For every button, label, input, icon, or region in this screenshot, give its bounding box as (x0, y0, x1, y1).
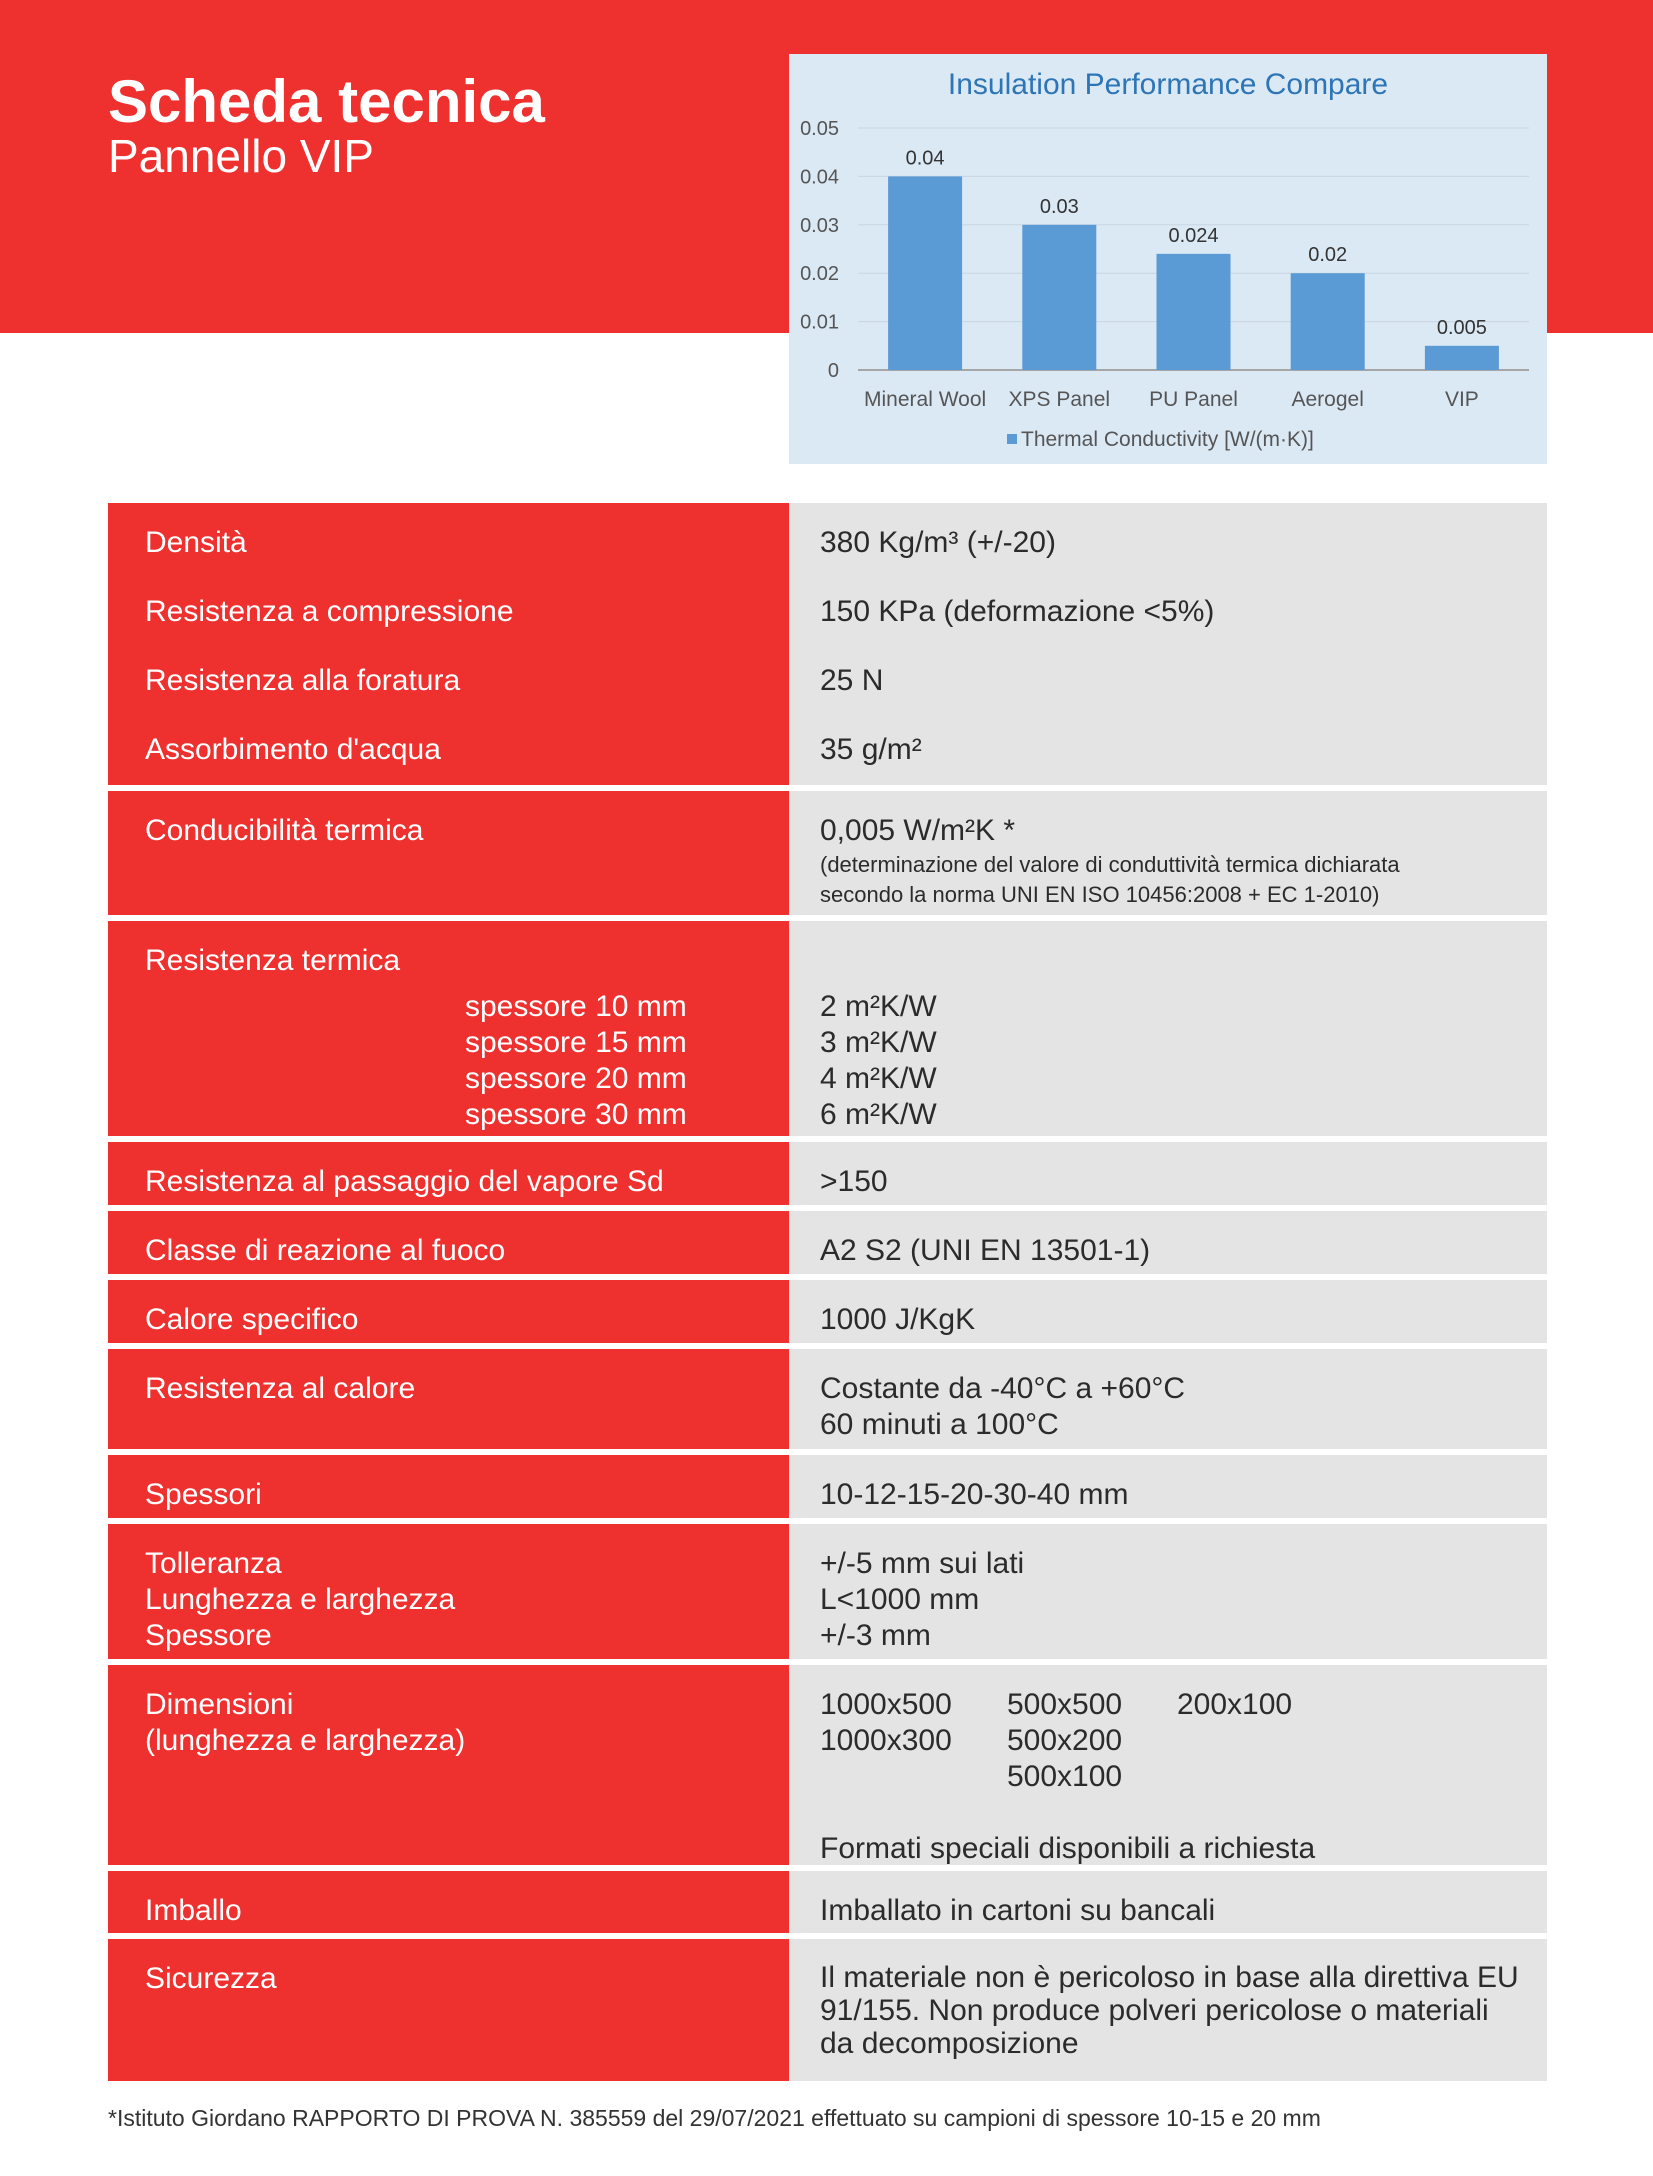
chart-data-label: 0.03 (1039, 195, 1079, 218)
chart-category-label: PU Panel (1149, 388, 1238, 411)
spec-row-tolleranza (108, 1524, 1547, 1659)
spec-label: Densità (108, 503, 789, 572)
spec-label: Resistenza a compressione (108, 572, 789, 641)
spec-value: 1000 J/KgK (789, 1280, 1547, 1343)
chart-y-tick-label: 0.01 (800, 311, 839, 334)
insulation-chart (789, 54, 1547, 464)
spec-row-vapore (108, 1142, 1547, 1205)
thermal-resistance-value: 2 m²K/W (820, 990, 937, 1023)
spec-value-block (789, 791, 1547, 915)
spec-row-compressione (108, 572, 1547, 641)
chart-bar (1291, 273, 1365, 370)
spec-label: Sicurezza (108, 1939, 789, 2081)
dimension-item: 500x200 (1007, 1724, 1123, 1757)
spec-value: 10-12-15-20-30-40 mm (789, 1455, 1547, 1518)
spec-label: Conducibilità termica (108, 791, 789, 915)
dimension-grid (820, 1687, 1527, 1795)
spec-value: >150 (789, 1142, 1547, 1205)
chart-legend-swatch (1007, 434, 1017, 444)
spec-value: 0,005 W/m²K * (820, 814, 1016, 847)
chart-category-label: XPS Panel (1008, 388, 1111, 411)
spec-value: +/-5 mm sui lati (820, 1547, 1025, 1580)
chart-data-label: 0.024 (1168, 224, 1219, 247)
chart-data-label: 0.04 (905, 147, 945, 170)
spec-value: Costante da -40°C a +60°C (820, 1372, 1186, 1405)
page-subtitle: Pannello VIP (108, 130, 374, 182)
spec-row-densita (108, 503, 1547, 572)
spec-row-resistenza-termica (108, 921, 1547, 1136)
spec-value: 35 g/m² (789, 710, 1547, 785)
chart-y-tick-label: 0.03 (800, 214, 839, 237)
spec-label: Calore specifico (108, 1280, 789, 1343)
chart-canvas (789, 54, 1547, 464)
spec-value: A2 S2 (UNI EN 13501-1) (789, 1211, 1547, 1274)
spec-row-imballo (108, 1871, 1547, 1933)
chart-title: Insulation Performance Compare (947, 68, 1389, 101)
dimension-item: 1000x500 (820, 1688, 952, 1721)
spec-value: Il materiale non è pericoloso in base alla direttiva EU (820, 1961, 1519, 1994)
spec-value: 91/155. Non produce polveri pericolose o materiali (820, 1994, 1489, 2027)
spec-note: secondo la norma UNI EN ISO 10456:2008 + EC 1-2010) (820, 882, 1380, 907)
footnote: *Istituto Giordano RAPPORTO DI PROVA N. 385559 del 29/07/2021 effettuato su campioni di spessore 10-15 e 20 mm (108, 2105, 1321, 2131)
spec-row-calore-specifico (108, 1280, 1547, 1343)
spec-value-block (789, 1524, 1547, 1659)
spec-label: Spessore (145, 1619, 272, 1652)
dimension-column (1177, 1687, 1292, 1795)
chart-data-label: 0.005 (1436, 316, 1487, 339)
thickness-item: spessore 15 mm (465, 1026, 687, 1059)
spec-value: da decomposizione (820, 2027, 1079, 2060)
spec-row-dimensioni (108, 1665, 1547, 1865)
dimension-column (820, 1687, 1007, 1795)
chart-legend-label: Thermal Conductivity [W/(m·K)] (1021, 428, 1314, 451)
spec-label: Classe di reazione al fuoco (108, 1211, 789, 1274)
spec-value-block (789, 1665, 1547, 1865)
thermal-resistance-value: 3 m²K/W (820, 1026, 937, 1059)
spec-label: Imballo (108, 1871, 789, 1933)
spec-row-sicurezza (108, 1939, 1547, 2081)
spec-value-block (789, 1939, 1547, 2081)
chart-y-tick-label: 0.02 (800, 263, 839, 286)
spec-label-block (108, 1665, 789, 1865)
spec-label: Dimensioni (145, 1688, 294, 1721)
dimension-item: 200x100 (1177, 1688, 1293, 1721)
chart-category-label: Mineral Wool (864, 388, 987, 411)
spec-label-block (108, 1524, 789, 1659)
spec-row-acqua (108, 710, 1547, 785)
spec-label: Tolleranza (145, 1547, 282, 1580)
spec-label: Resistenza al calore (108, 1349, 789, 1449)
dimension-item: 500x500 (1007, 1688, 1123, 1721)
spec-value: 60 minuti a 100°C (820, 1408, 1059, 1441)
spec-label: Resistenza termica (145, 944, 401, 977)
chart-data-label: 0.02 (1308, 244, 1348, 267)
spec-label: Resistenza alla foratura (108, 641, 789, 710)
spec-value: L<1000 mm (820, 1583, 980, 1616)
spec-label-block (108, 921, 789, 1136)
dimension-item: 1000x300 (820, 1724, 952, 1757)
spec-table (108, 503, 1547, 2081)
spec-label: Spessori (108, 1455, 789, 1518)
page-title: Scheda tecnica (108, 68, 545, 135)
spec-value-block (789, 1349, 1547, 1449)
spec-value: 380 Kg/m³ (+/-20) (789, 503, 1547, 572)
thickness-item: spessore 10 mm (465, 990, 687, 1023)
chart-bar (1022, 225, 1096, 370)
spec-label: Resistenza al passaggio del vapore Sd (108, 1142, 789, 1205)
thermal-resistance-value: 6 m²K/W (820, 1098, 937, 1131)
spec-row-spessori (108, 1455, 1547, 1518)
spec-value: Imballato in cartoni su bancali (789, 1871, 1547, 1933)
chart-y-tick-label: 0 (827, 360, 839, 382)
spec-row-conducibilita (108, 791, 1547, 915)
thermal-resistance-list (820, 989, 1527, 1133)
thickness-list (145, 989, 789, 1133)
thickness-item: spessore 30 mm (465, 1098, 687, 1131)
chart-bar (888, 176, 962, 370)
chart-category-label: VIP (1444, 388, 1479, 411)
thickness-item: spessore 20 mm (465, 1062, 687, 1095)
chart-bar (1157, 254, 1231, 370)
spec-label: Assorbimento d'acqua (108, 710, 789, 785)
spec-label: (lunghezza e larghezza) (145, 1724, 466, 1757)
spec-value-block (789, 921, 1547, 1136)
spec-value: 25 N (789, 641, 1547, 710)
dimension-item: 500x100 (1007, 1760, 1123, 1793)
spec-label: Lunghezza e larghezza (145, 1583, 456, 1616)
chart-y-tick-label: 0.04 (800, 166, 839, 189)
thermal-resistance-value: 4 m²K/W (820, 1062, 937, 1095)
chart-y-tick-label: 0.05 (800, 118, 839, 140)
chart-category-label: Aerogel (1291, 388, 1364, 411)
spec-row-resistenza-calore (108, 1349, 1547, 1449)
dimension-column (1007, 1687, 1177, 1795)
spec-row-foratura (108, 641, 1547, 710)
spec-value: 150 KPa (deformazione <5%) (789, 572, 1547, 641)
spec-note: (determinazione del valore di conduttività termica dichiarata (820, 852, 1400, 877)
spec-row-fuoco (108, 1211, 1547, 1274)
chart-bar (1425, 346, 1499, 370)
spec-value: Formati speciali disponibili a richiesta (820, 1832, 1316, 1865)
spec-value: +/-3 mm (820, 1619, 931, 1652)
